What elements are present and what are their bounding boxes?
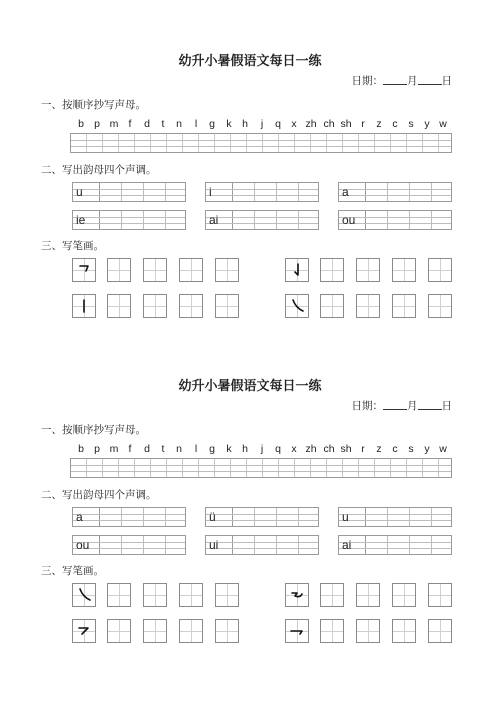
practice-box[interactable] — [356, 258, 380, 282]
initial-letter: m — [109, 118, 119, 130]
initial-letter: w — [439, 443, 447, 455]
practice-box[interactable] — [107, 619, 131, 643]
stroke-demo-box — [285, 294, 309, 318]
initial-letter: ch — [323, 443, 335, 455]
initial-letter: h — [242, 443, 248, 455]
hengzhe-stroke-icon — [73, 259, 95, 281]
practice-box[interactable] — [320, 583, 344, 607]
stroke-demo-box — [72, 258, 96, 282]
practice-box[interactable] — [392, 583, 416, 607]
final-label: ie — [76, 213, 86, 227]
practice-box[interactable] — [215, 583, 239, 607]
initial-letter: b — [78, 443, 84, 455]
initial-letter: k — [226, 443, 232, 455]
initial-letter: z — [376, 118, 382, 130]
final-label: ou — [342, 213, 356, 227]
initial-letter: t — [161, 443, 165, 455]
initial-letter: zh — [305, 443, 317, 455]
final-label: i — [209, 185, 212, 199]
initials-writing-grid[interactable] — [70, 133, 452, 153]
initial-letter: r — [361, 118, 365, 130]
tone-box[interactable] — [205, 210, 319, 230]
practice-box[interactable] — [215, 619, 239, 643]
initial-letter: q — [275, 118, 281, 130]
practice-box[interactable] — [320, 619, 344, 643]
initial-letter: x — [291, 118, 297, 130]
date-line — [352, 398, 453, 413]
practice-box[interactable] — [179, 258, 203, 282]
hengpiewangou-stroke-icon — [286, 584, 308, 606]
worksheet-2 — [0, 325, 500, 655]
initial-letter: j — [260, 118, 264, 130]
tone-box[interactable] — [338, 182, 452, 202]
initial-letter: m — [109, 443, 119, 455]
initial-letter: w — [439, 118, 447, 130]
final-label: a — [342, 185, 349, 199]
stroke-demo-box — [285, 258, 309, 282]
practice-box[interactable] — [356, 583, 380, 607]
month-label: 月 — [407, 400, 418, 412]
initial-letter: s — [408, 443, 414, 455]
practice-box[interactable] — [143, 258, 167, 282]
initial-letter: n — [176, 443, 182, 455]
stroke-demo-box — [72, 294, 96, 318]
tone-box[interactable] — [72, 182, 186, 202]
section-1-heading: 一、按顺序抄写声母。 — [41, 424, 146, 436]
initials-writing-grid[interactable] — [70, 458, 452, 478]
practice-box[interactable] — [215, 294, 239, 318]
initial-letter: d — [144, 443, 150, 455]
initial-letter: c — [392, 118, 398, 130]
initial-letter: z — [376, 443, 382, 455]
initial-letter: sh — [340, 118, 352, 130]
tone-box[interactable] — [338, 535, 452, 555]
final-label: ui — [209, 538, 219, 552]
practice-box[interactable] — [356, 619, 380, 643]
final-label: u — [76, 185, 83, 199]
initial-letter: b — [78, 118, 84, 130]
initial-letter: r — [361, 443, 365, 455]
final-label: ü — [209, 510, 216, 524]
tone-box[interactable] — [72, 507, 186, 527]
section-3-heading: 三、写笔画。 — [41, 240, 104, 252]
practice-box[interactable] — [179, 583, 203, 607]
month-label: 月 — [407, 75, 418, 87]
initial-letter: ch — [323, 118, 335, 130]
practice-box[interactable] — [320, 294, 344, 318]
initial-letter: y — [424, 118, 430, 130]
na-stroke-icon — [286, 295, 308, 317]
initial-letter: j — [260, 443, 264, 455]
practice-box[interactable] — [143, 294, 167, 318]
section-2-heading: 二、写出韵母四个声调。 — [41, 164, 157, 176]
tone-box[interactable] — [205, 535, 319, 555]
final-label: ai — [209, 213, 219, 227]
initial-letter: f — [128, 443, 132, 455]
stroke-demo-box — [72, 583, 96, 607]
section-2-heading: 二、写出韵母四个声调。 — [41, 489, 157, 501]
initial-letter: g — [209, 443, 215, 455]
day-label: 日 — [441, 75, 452, 87]
practice-box[interactable] — [392, 258, 416, 282]
initial-letter: s — [408, 118, 414, 130]
tone-box[interactable] — [205, 182, 319, 202]
day-blank[interactable] — [418, 399, 442, 410]
stroke-demo-box — [285, 583, 309, 607]
practice-box[interactable] — [320, 258, 344, 282]
initial-letter: y — [424, 443, 430, 455]
tone-box[interactable] — [205, 507, 319, 527]
worksheet-title: 幼升小暑假语文每日一练 — [178, 54, 322, 69]
section-3-heading: 三、写笔画。 — [41, 565, 104, 577]
initial-letter: g — [209, 118, 215, 130]
initial-letter: p — [94, 443, 100, 455]
worksheet-1 — [0, 0, 500, 330]
shu-stroke-icon — [73, 295, 95, 317]
practice-box[interactable] — [107, 294, 131, 318]
date-label: 日期： — [351, 75, 383, 87]
initial-letter: n — [176, 118, 182, 130]
practice-box[interactable] — [179, 294, 203, 318]
na-stroke-icon — [73, 584, 95, 606]
initial-letter: f — [128, 118, 132, 130]
practice-box[interactable] — [356, 294, 380, 318]
initial-letter: l — [194, 118, 198, 130]
initial-letter: p — [94, 118, 100, 130]
month-blank[interactable] — [383, 399, 407, 410]
date-label: 日期： — [351, 400, 383, 412]
hengpie-stroke-icon — [73, 620, 95, 642]
initial-letter: k — [226, 118, 232, 130]
practice-box[interactable] — [428, 258, 452, 282]
initial-letter: x — [291, 443, 297, 455]
tone-box[interactable] — [72, 535, 186, 555]
practice-box[interactable] — [143, 583, 167, 607]
practice-box[interactable] — [428, 583, 452, 607]
final-label: a — [76, 510, 83, 524]
tone-box[interactable] — [338, 210, 452, 230]
initial-letter: sh — [340, 443, 352, 455]
initial-letter: c — [392, 443, 398, 455]
practice-box[interactable] — [428, 619, 452, 643]
day-label: 日 — [441, 400, 452, 412]
date-line — [352, 73, 453, 88]
day-blank[interactable] — [418, 74, 442, 85]
practice-box[interactable] — [143, 619, 167, 643]
practice-box[interactable] — [392, 619, 416, 643]
practice-box[interactable] — [428, 294, 452, 318]
worksheet-title: 幼升小暑假语文每日一练 — [178, 379, 322, 394]
tone-box[interactable] — [338, 507, 452, 527]
tone-box[interactable] — [72, 210, 186, 230]
initials-row — [70, 443, 452, 456]
shugou-stroke-icon — [286, 259, 308, 281]
stroke-demo-box — [72, 619, 96, 643]
initial-letter: d — [144, 118, 150, 130]
final-label: ai — [342, 538, 352, 552]
practice-box[interactable] — [107, 258, 131, 282]
practice-box[interactable] — [215, 258, 239, 282]
initial-letter: l — [194, 443, 198, 455]
henggou-stroke-icon — [286, 620, 308, 642]
practice-box[interactable] — [392, 294, 416, 318]
final-label: u — [342, 510, 349, 524]
practice-box[interactable] — [107, 583, 131, 607]
initials-row — [70, 118, 452, 131]
section-1-heading: 一、按顺序抄写声母。 — [41, 99, 146, 111]
month-blank[interactable] — [383, 74, 407, 85]
initial-letter: q — [275, 443, 281, 455]
initial-letter: zh — [305, 118, 317, 130]
initial-letter: t — [161, 118, 165, 130]
initial-letter: h — [242, 118, 248, 130]
final-label: ou — [76, 538, 90, 552]
stroke-demo-box — [285, 619, 309, 643]
practice-box[interactable] — [179, 619, 203, 643]
